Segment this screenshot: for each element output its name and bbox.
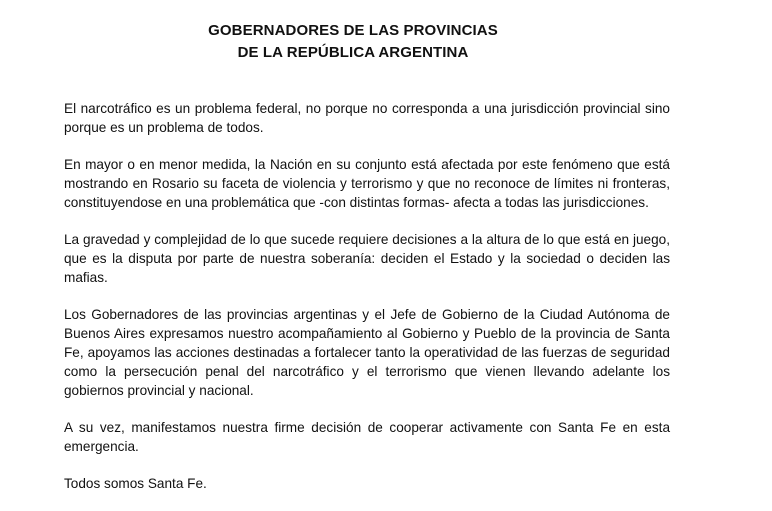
paragraph-2: En mayor o en menor medida, la Nación en su conjunto está afectada por este fenómeno que está mostrando en Rosario su faceta de violencia y terrorismo y que no reconoce de límites ni fronteras, constituyendose en una problemática que -con distintas formas- afecta a todas las jurisdicciones.: [64, 157, 670, 210]
paragraph-6: Todos somos Santa Fe.: [64, 476, 207, 491]
title-line-2: DE LA REPÚBLICA ARGENTINA: [237, 44, 469, 61]
title-line-1: GOBERNADORES DE LAS PROVINCIAS: [208, 22, 498, 39]
paragraph-5: A su vez, manifestamos nuestra firme decisión de cooperar activamente con Santa Fe en esta emergencia.: [64, 420, 670, 454]
paragraph-4: Los Gobernadores de las provincias argentinas y el Jefe de Gobierno de la Ciudad Autónoma de Buenos Aires expresamos nuestro acompañamiento al Gobierno y Pueblo de la provincia de Santa Fe, apoyamos las acciones destinadas a fortalecer tanto la operatividad de las fuerzas de seguridad como la persecución penal del narcotráfico y el terrorismo que vienen llevando adelante los gobiernos provincial y nacional.: [64, 307, 670, 398]
paragraph-3: La gravedad y complejidad de lo que sucede requiere decisiones a la altura de lo que está en juego, que es la disputa por parte de nuestra soberanía: deciden el Estado y la sociedad o deciden las mafias.: [64, 232, 670, 285]
paragraph-1: El narcotráfico es un problema federal, no porque no corresponda a una jurisdicción provincial sino porque es un problema de todos.: [64, 101, 670, 135]
document-title: [0, 20, 706, 64]
document-body: [64, 99, 670, 511]
